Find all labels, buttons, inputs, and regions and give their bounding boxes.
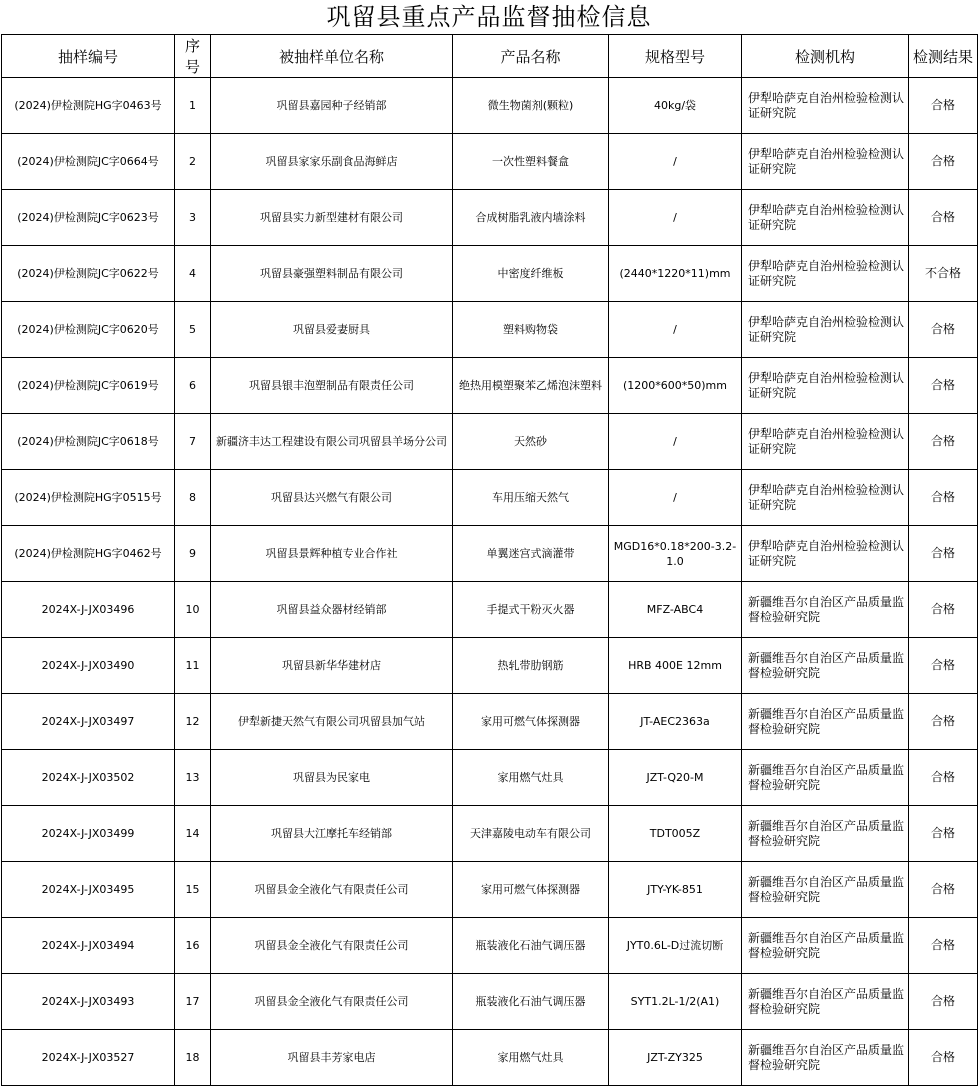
sample-code-cell: (2024)伊检测院JC字0619号: [2, 358, 175, 414]
inspection-table: [1, 34, 978, 1086]
result-cell: 合格: [909, 582, 978, 638]
index-cell: 7: [175, 414, 211, 470]
product-name-cell: 热轧带肋钢筋: [453, 638, 609, 694]
index-cell: 12: [175, 694, 211, 750]
table-row: [2, 974, 978, 1030]
sampled-unit-cell: 巩留县景辉种植专业合作社: [211, 526, 453, 582]
index-cell: 5: [175, 302, 211, 358]
index-cell: 10: [175, 582, 211, 638]
sampled-unit-cell: 巩留县嘉园种子经销部: [211, 78, 453, 134]
testing-org-cell: 伊犁哈萨克自治州检验检测认证研究院: [742, 358, 909, 414]
sampled-unit-cell: 巩留县实力新型建材有限公司: [211, 190, 453, 246]
index-cell: 15: [175, 862, 211, 918]
table-row: [2, 78, 978, 134]
testing-org-cell: 伊犁哈萨克自治州检验检测认证研究院: [742, 134, 909, 190]
spec-cell: /: [609, 302, 742, 358]
page-title: 巩留县重点产品监督抽检信息: [326, 3, 652, 31]
product-name-cell: 中密度纤维板: [453, 246, 609, 302]
sample-code-cell: (2024)伊检测院JC字0622号: [2, 246, 175, 302]
table-row: [2, 134, 978, 190]
column-header-sampled-unit: 被抽样单位名称: [211, 35, 453, 78]
result-cell: 不合格: [909, 246, 978, 302]
sample-code-cell: 2024X-J-JX03495: [2, 862, 175, 918]
index-cell: 13: [175, 750, 211, 806]
sample-code-cell: 2024X-J-JX03493: [2, 974, 175, 1030]
column-header-index: 序号: [175, 35, 211, 78]
column-header-product-name: 产品名称: [453, 35, 609, 78]
product-name-cell: 家用燃气灶具: [453, 750, 609, 806]
table-row: [2, 638, 978, 694]
result-cell: 合格: [909, 862, 978, 918]
table-row: [2, 470, 978, 526]
index-cell: 4: [175, 246, 211, 302]
table-row: [2, 414, 978, 470]
table-row: [2, 694, 978, 750]
sampled-unit-cell: 巩留县为民家电: [211, 750, 453, 806]
sampled-unit-cell: 巩留县达兴燃气有限公司: [211, 470, 453, 526]
sample-code-cell: 2024X-J-JX03527: [2, 1030, 175, 1086]
result-cell: 合格: [909, 638, 978, 694]
sampled-unit-cell: 巩留县家家乐副食品海鲜店: [211, 134, 453, 190]
product-name-cell: 车用压缩天然气: [453, 470, 609, 526]
testing-org-cell: 新疆维吾尔自治区产品质量监督检验研究院: [742, 750, 909, 806]
result-cell: 合格: [909, 750, 978, 806]
product-name-cell: 家用可燃气体探测器: [453, 862, 609, 918]
result-cell: 合格: [909, 806, 978, 862]
spec-cell: JZT-Q20-M: [609, 750, 742, 806]
index-cell: 8: [175, 470, 211, 526]
index-cell: 3: [175, 190, 211, 246]
table-row: [2, 526, 978, 582]
column-header-testing-org: 检测机构: [742, 35, 909, 78]
sampled-unit-cell: 巩留县银丰泡塑制品有限责任公司: [211, 358, 453, 414]
testing-org-cell: 新疆维吾尔自治区产品质量监督检验研究院: [742, 694, 909, 750]
spec-cell: (2440*1220*11)mm: [609, 246, 742, 302]
table-header-row: [2, 35, 978, 78]
sample-code-cell: 2024X-J-JX03490: [2, 638, 175, 694]
spec-cell: /: [609, 414, 742, 470]
table-row: [2, 1030, 978, 1086]
result-cell: 合格: [909, 470, 978, 526]
result-cell: 合格: [909, 1030, 978, 1086]
sample-code-cell: 2024X-J-JX03497: [2, 694, 175, 750]
sample-code-cell: (2024)伊检测院JC字0618号: [2, 414, 175, 470]
sampled-unit-cell: 巩留县丰芳家电店: [211, 1030, 453, 1086]
index-cell: 2: [175, 134, 211, 190]
testing-org-cell: 新疆维吾尔自治区产品质量监督检验研究院: [742, 1030, 909, 1086]
sample-code-cell: 2024X-J-JX03502: [2, 750, 175, 806]
table-row: [2, 918, 978, 974]
spec-cell: JYT0.6L-D过流切断: [609, 918, 742, 974]
sample-code-cell: (2024)伊检测院JC字0623号: [2, 190, 175, 246]
sampled-unit-cell: 巩留县金全液化气有限责任公司: [211, 918, 453, 974]
table-row: [2, 750, 978, 806]
sampled-unit-cell: 伊犁新捷天然气有限公司巩留县加气站: [211, 694, 453, 750]
table-row: [2, 806, 978, 862]
table-row: [2, 862, 978, 918]
spec-cell: /: [609, 190, 742, 246]
product-name-cell: 家用燃气灶具: [453, 1030, 609, 1086]
product-name-cell: 单翼迷宫式滴灌带: [453, 526, 609, 582]
testing-org-cell: 伊犁哈萨克自治州检验检测认证研究院: [742, 526, 909, 582]
table-row: [2, 302, 978, 358]
index-cell: 14: [175, 806, 211, 862]
table-row: [2, 582, 978, 638]
sampled-unit-cell: 巩留县爱妻厨具: [211, 302, 453, 358]
spec-cell: JT-AEC2363a: [609, 694, 742, 750]
sample-code-cell: 2024X-J-JX03496: [2, 582, 175, 638]
index-cell: 16: [175, 918, 211, 974]
product-name-cell: 合成树脂乳液内墙涂料: [453, 190, 609, 246]
spec-cell: JZT-ZY325: [609, 1030, 742, 1086]
product-name-cell: 天津嘉陵电动车有限公司: [453, 806, 609, 862]
sample-code-cell: (2024)伊检测院HG字0463号: [2, 78, 175, 134]
spec-cell: MGD16*0.18*200-3.2-1.0: [609, 526, 742, 582]
testing-org-cell: 新疆维吾尔自治区产品质量监督检验研究院: [742, 862, 909, 918]
sample-code-cell: (2024)伊检测院JC字0664号: [2, 134, 175, 190]
testing-org-cell: 新疆维吾尔自治区产品质量监督检验研究院: [742, 806, 909, 862]
index-cell: 17: [175, 974, 211, 1030]
testing-org-cell: 伊犁哈萨克自治州检验检测认证研究院: [742, 414, 909, 470]
testing-org-cell: 新疆维吾尔自治区产品质量监督检验研究院: [742, 974, 909, 1030]
table-row: [2, 246, 978, 302]
product-name-cell: 瓶装液化石油气调压器: [453, 974, 609, 1030]
sample-code-cell: (2024)伊检测院HG字0462号: [2, 526, 175, 582]
testing-org-cell: 伊犁哈萨克自治州检验检测认证研究院: [742, 78, 909, 134]
sample-code-cell: 2024X-J-JX03494: [2, 918, 175, 974]
testing-org-cell: 新疆维吾尔自治区产品质量监督检验研究院: [742, 638, 909, 694]
spec-cell: MFZ-ABC4: [609, 582, 742, 638]
result-cell: 合格: [909, 190, 978, 246]
sampled-unit-cell: 巩留县豪强塑料制品有限公司: [211, 246, 453, 302]
result-cell: 合格: [909, 526, 978, 582]
index-cell: 18: [175, 1030, 211, 1086]
sample-code-cell: (2024)伊检测院JC字0620号: [2, 302, 175, 358]
sample-code-cell: (2024)伊检测院HG字0515号: [2, 470, 175, 526]
testing-org-cell: 伊犁哈萨克自治州检验检测认证研究院: [742, 246, 909, 302]
spec-cell: SYT1.2L-1/2(A1): [609, 974, 742, 1030]
result-cell: 合格: [909, 694, 978, 750]
result-cell: 合格: [909, 134, 978, 190]
product-name-cell: 瓶装液化石油气调压器: [453, 918, 609, 974]
spec-cell: JTY-YK-851: [609, 862, 742, 918]
column-header-spec: 规格型号: [609, 35, 742, 78]
testing-org-cell: 伊犁哈萨克自治州检验检测认证研究院: [742, 302, 909, 358]
product-name-cell: 塑料购物袋: [453, 302, 609, 358]
table-row: [2, 190, 978, 246]
result-cell: 合格: [909, 78, 978, 134]
column-header-result: 检测结果: [909, 35, 978, 78]
product-name-cell: 一次性塑料餐盒: [453, 134, 609, 190]
sampled-unit-cell: 巩留县金全液化气有限责任公司: [211, 974, 453, 1030]
product-name-cell: 天然砂: [453, 414, 609, 470]
result-cell: 合格: [909, 358, 978, 414]
testing-org-cell: 新疆维吾尔自治区产品质量监督检验研究院: [742, 918, 909, 974]
product-name-cell: 绝热用模塑聚苯乙烯泡沫塑料: [453, 358, 609, 414]
spec-cell: /: [609, 470, 742, 526]
result-cell: 合格: [909, 302, 978, 358]
spec-cell: /: [609, 134, 742, 190]
spec-cell: 40kg/袋: [609, 78, 742, 134]
spec-cell: TDT005Z: [609, 806, 742, 862]
sampled-unit-cell: 巩留县益众器材经销部: [211, 582, 453, 638]
index-cell: 11: [175, 638, 211, 694]
index-cell: 9: [175, 526, 211, 582]
index-cell: 6: [175, 358, 211, 414]
spec-cell: HRB 400E 12mm: [609, 638, 742, 694]
sampled-unit-cell: 巩留县金全液化气有限责任公司: [211, 862, 453, 918]
product-name-cell: 手提式干粉灭火器: [453, 582, 609, 638]
result-cell: 合格: [909, 918, 978, 974]
product-name-cell: 微生物菌剂(颗粒): [453, 78, 609, 134]
table-row: [2, 358, 978, 414]
testing-org-cell: 新疆维吾尔自治区产品质量监督检验研究院: [742, 582, 909, 638]
testing-org-cell: 伊犁哈萨克自治州检验检测认证研究院: [742, 470, 909, 526]
spec-cell: (1200*600*50)mm: [609, 358, 742, 414]
column-header-sample-code: 抽样编号: [2, 35, 175, 78]
index-cell: 1: [175, 78, 211, 134]
result-cell: 合格: [909, 974, 978, 1030]
testing-org-cell: 伊犁哈萨克自治州检验检测认证研究院: [742, 190, 909, 246]
sampled-unit-cell: 巩留县新华华建材店: [211, 638, 453, 694]
result-cell: 合格: [909, 414, 978, 470]
sampled-unit-cell: 新疆济丰达工程建设有限公司巩留县羊场分公司: [211, 414, 453, 470]
product-name-cell: 家用可燃气体探测器: [453, 694, 609, 750]
sample-code-cell: 2024X-J-JX03499: [2, 806, 175, 862]
sampled-unit-cell: 巩留县大江摩托车经销部: [211, 806, 453, 862]
